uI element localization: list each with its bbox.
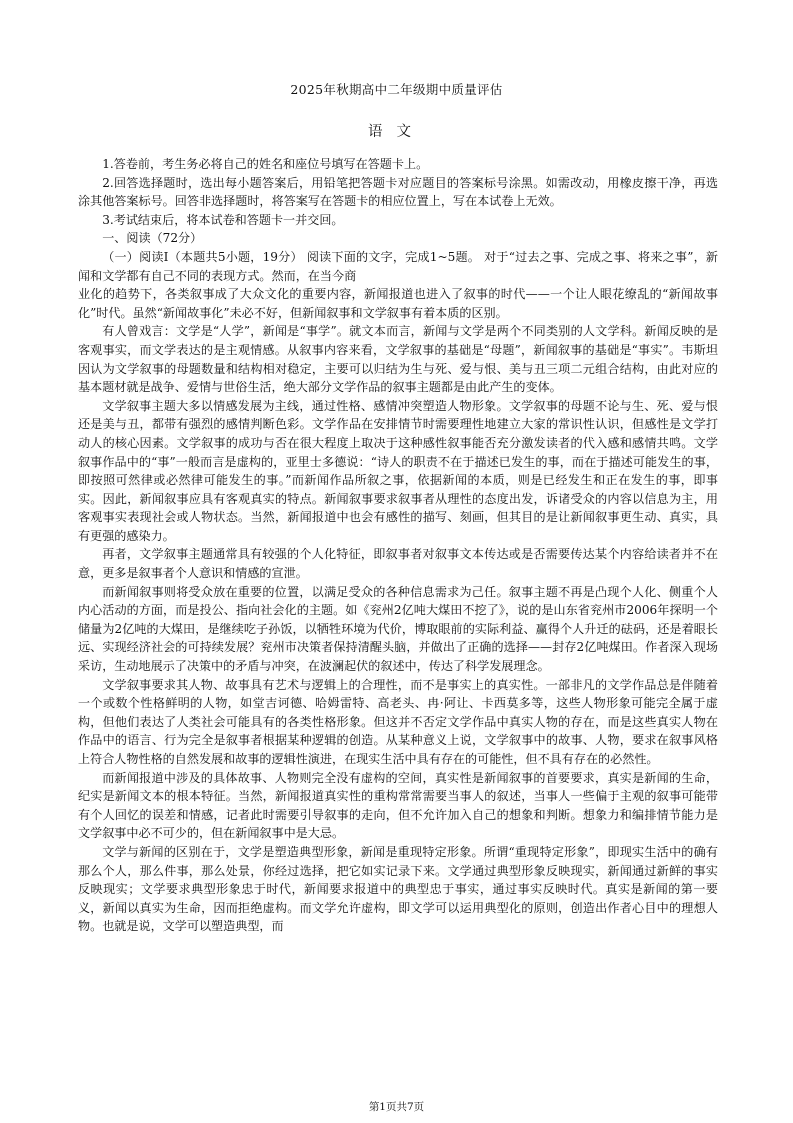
instruction-2: 2.回答选择题时，选出每小题答案后，用铅笔把答题卡对应题目的答案标号涂黑。如需改动，用橡皮擦干净，再选涂其他答案标号。回答非选择题时，将答案写在答题卡的相应位置上，写在本试卷上无效。 xyxy=(78,175,718,209)
passage-paragraph-8: 文学与新闻的区别在于，文学是塑造典型形象，新闻是重现特定形象。所谓“重现特定形象”，即现实生活中的确有那么个人，那么件事，那么处景，你经过选择，把它如实记录下来。文学通过典型形象反映现实，新闻通过新鲜的事实反映现实；文学要求典型形象忠于时代，新闻要求报道中的典型忠于事实，通过事实反映时代。真实是新闻的第一要义，新闻以真实为生命，因而拒绝虚构。而文学允许虚构，即文学可以运用典型化的原则，创造出作者心目中的理想人物。也就是说，文学可以塑造典型，而 xyxy=(78,844,718,934)
passage-paragraph-5: 而新闻叙事则将受众放在重要的位置，以满足受众的各种信息需求为己任。叙事主题不再是凸现个人化、侧重个人内心活动的方面，而是投公、指向社会化的主题。如《兖州2亿吨大煤田不挖了》，说的是山东省兖州市2006年探明一个储量为2亿吨的大煤田，是继续吃子孙饭，以牺牲环境为代价，博取眼前的实际利益、赢得个人升迁的砝码，还是着眼长远、实现经济社会的可持续发展？兖州市决策者保持清醒头脑，并做出了正确的选择——封存2亿吨煤田。作者深入现场采访，生动地展示了决策中的矛盾与冲突，在波澜起伏的叙述中，传达了科学发展理念。 xyxy=(78,584,718,674)
instruction-1: 1.答卷前，考生务必将自己的姓名和座位号填写在答题卡上。 xyxy=(102,157,429,171)
passage-paragraph-3: 文学叙事主题大多以情感发展为主线，通过性格、感情冲突塑造人物形象。文学叙事的母题不论与生、死、爱与恨还是美与丑，都带有强烈的感情判断色彩。文学作品在安排情节时需要理性地建立大家的常识性认识，但感性是文学打动人的核心因素。文学叙事的成功与否在很大程度上取决于这种感性叙事能否充分激发读者的代入感和感情共鸣。文学叙事作品中的“事”一般而言是虚构的，亚里士多德说：“诗人的职责不在于描述已发生的事，而在于描述可能发生的事，即按照可然律或必然律可能发生的事。”而新闻作品所叙之事，依据新闻的本质，则是已经发生和正在发生的事，即事实。因此，新闻叙事应具有客观真实的特点。新闻叙事要求叙事者从理性的态度出发，诉诸受众的内容以信息为主，用客观事实表现社会或人物状态。当然，新闻报道中也会有感性的描写、刻画，但其目的是让新闻叙事更生动、真实，具有更强的感染力。 xyxy=(78,398,718,543)
instruction-3: 3.考试结束后，将本试卷和答题卡一并交回。 xyxy=(102,212,344,227)
exam-title: 2025年秋期高中二年级期中质量评估 xyxy=(290,82,503,97)
exam-body xyxy=(78,155,718,936)
passage-paragraph-1: 业化的趋势下，各类叙事成了大众文化的重要内容，新闻报道也进入了叙事的时代——一个让人眼花缭乱的“新闻故事化”时代。虽然“新闻故事化”未必不好，但新闻叙事和文学叙事有着本质的区别。 xyxy=(78,287,718,320)
passage-paragraph-4: 再者，文学叙事主题通常具有较强的个人化特征，即叙事者对叙事文本传达或是否需要传达某个内容给读者并不在意，更多是叙事者个人意识和情感的宣泄。 xyxy=(78,547,718,581)
passage-paragraph-2: 有人曾戏言：文学是“人学”，新闻是“事学”。就文本而言，新闻与文学是两个不同类别的人文学科。新闻反映的是客观事实，而文学表达的是主观情感。从叙事内容来看，文学叙事的基础是“母题”，新闻叙事的基础是“事实”。韦斯坦因认为文学叙事的母题数量和结构相对稳定，主要可以归结为生与死、爱与恨、美与丑三项二元组合结构，由此对应的基本题材就是战争、爱情与世俗生活，绝大部分文学作品的叙事主题都是由此产生的变体。 xyxy=(78,324,718,395)
passage-paragraph-7: 而新闻报道中涉及的具体故事、人物则完全没有虚构的空间，真实性是新闻叙事的首要要求，真实是新闻的生命，纪实是新闻文本的根本特征。当然，新闻报道真实性的重构常常需要当事人的叙述，当事人一些偏于主观的叙事可能带有个人回忆的误差和情感，记者此时需要引导叙事的走向，但不允许加入自己的想象和判断。想象力和编排情节能力是文学叙事中必不可少的，但在新闻叙事中是大忌。 xyxy=(78,770,718,841)
page-footer: 第1页共7页 xyxy=(368,1101,425,1113)
subject-title: 语文 xyxy=(368,124,425,140)
section-heading: 一、阅读（72分） xyxy=(102,231,203,246)
passage-paragraph-6: 文学叙事要求其人物、故事具有艺术与逻辑上的合理性，而不是事实上的真实性。一部非凡的文学作品总是伴随着一个或数个性格鲜明的人物，如堂吉诃德、哈姆雷特、高老头、冉·阿让、卡西莫多等，这些人物形象可能完全属于虚构，但他们表达了人类社会可能具有的各类性格形象。但这并不否定文学作品中真实人物的存在，而是这些真实人物在作品中的语言、行为完全是叙事者根据某种逻辑的创造。从某种意义上说，文学叙事中的故事、人物，要求在叙事风格上符合人物性格的自然发展和故事的逻辑性演进，在现实生活中具有存在的可能性，但不具有存在的必然性。 xyxy=(78,677,718,766)
reading-sub-heading: （一）阅读Ⅰ（本题共5小题，19分） 阅读下面的文字，完成1~5题。 对于“过去之事、完成之事、将来之事”，新闻和文学都有自己不同的表现方式。然而，在当今商 xyxy=(78,249,718,283)
